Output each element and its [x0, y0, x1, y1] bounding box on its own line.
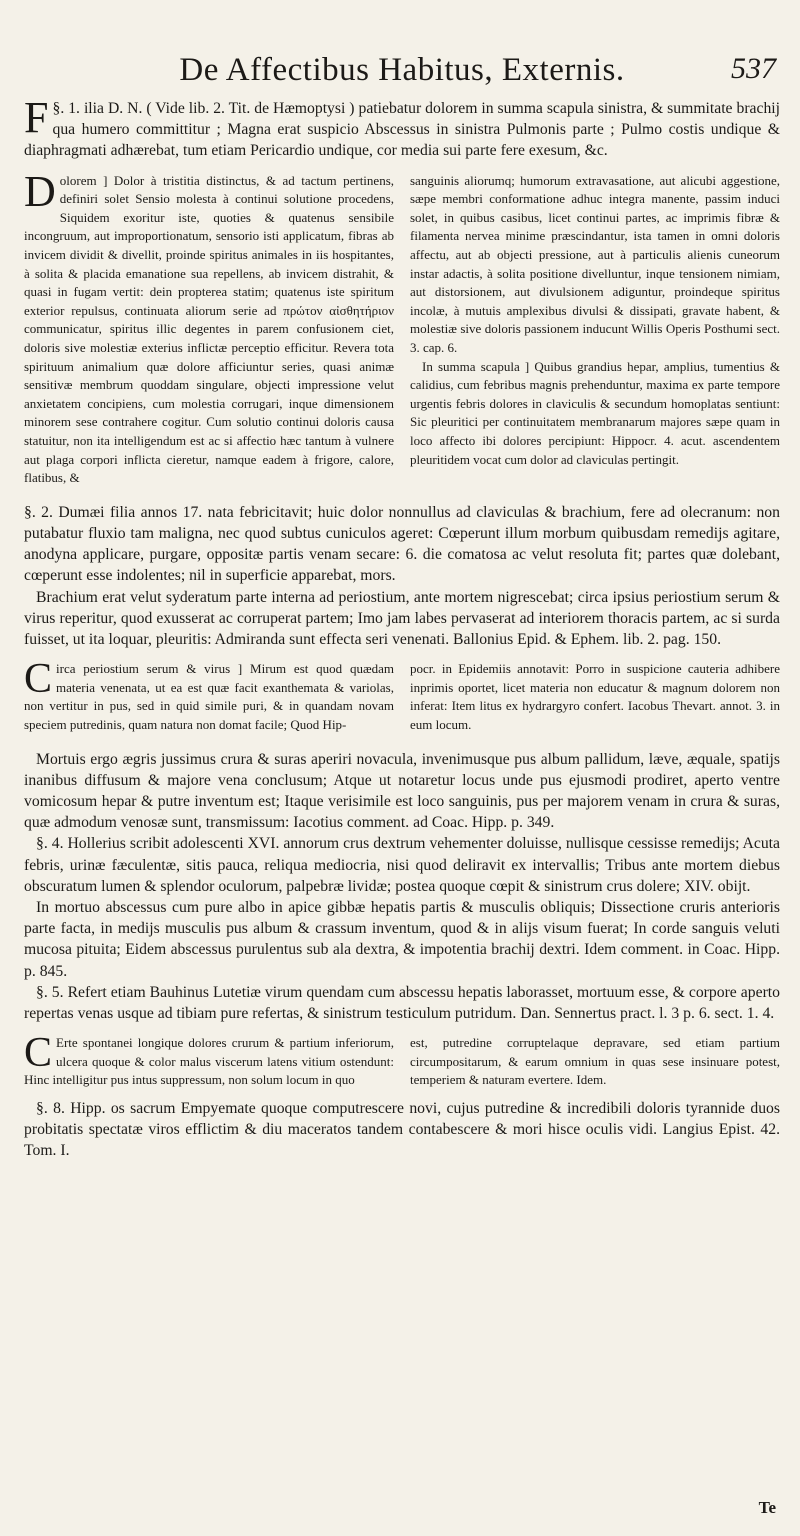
section-8 [24, 1098, 780, 1162]
section-3-paragraph-1: Mortuis ergo ægris jussimus crura & suras aperiri novacula, invenimusque pus album pallidum, læve, æquale, spatijs inanibus diffusum & majore vena conclusum; Atque ut notaretur locus unde pus ejusmodi prodiret, aperto ventre vomicosum hepar & putre inventum est; Itaque verisimile est loco sanguinis, pus per majorem venam in crura & suras, quæ admodum venosæ sunt, transmissum: Iacotius comment. ad Coac. Hipp. p. 349. [24, 750, 780, 832]
page-header [24, 0, 780, 98]
commentary-1-dropcap: D [24, 166, 56, 216]
commentary-2-left [24, 656, 394, 734]
running-title: De Affectibus Habitus, Externis. [179, 52, 625, 88]
commentary-3 [24, 1030, 780, 1090]
commentary-3-left [24, 1030, 394, 1090]
section-1-dropcap: F [24, 93, 49, 142]
commentary-2-dropcap: C [24, 656, 53, 703]
catchword: Te [758, 1498, 776, 1517]
commentary-1-left [24, 166, 394, 488]
commentary-3-left-text: Erte spontanei longique dolores crurum & partium inferiorum, ulcera quoque & color malus viscerum latens vitium ostendunt: Hinc intelligitur pus intus suppressum, non solum locum in quo [24, 1035, 394, 1088]
section-5-paragraph-1: §. 5. Refert etiam Bauhinus Lutetiæ virum quendam cum abscessu hepatis laborasset, mortuum esse, & corpore aperto repertas venas usque ad tibiam pure refertas, & sinistrum testiculum putridum. Dan. Sennertus pract. l. 3 p. 6. sect. 1. 4. [24, 983, 780, 1022]
section-4-paragraph-1: §. 4. Hollerius scribit adolescenti XVI. annorum crus dextrum vehementer doluisse, nullisque cessisse remedijs; Acuta febris, urinæ fæculentæ, sitis pauca, reliqua mediocria, nisi quod deliravit ex intervallis; Tribus ante mortem diebus obscuratum lumen & splendor oculorum, palpebræ lividæ; postea quoque cœpit & sinistrum crus dolere; XIV. obijt. [24, 835, 780, 895]
commentary-1-right-text-1: sanguinis aliorumq; humorum extravasatione, aut alicubi aggestione, sæpe membri conformatione adhuc integra manente, passim induci solet, in quibus casibus, licet continui partes, ac imprimis fibræ & filamenta nervea minime præscindantur, ista tamen in omni doloris affectu, aut ab objecti pressione, aut à particulis alienis cuneorum instar adactis, à solita positione divelluntur, inque tensionem nimiam, aut distorsionem, aut divulsionem adiguntur, proindeque spiritus incolæ, à mutuis amplexibus divulsi & dissipati, gravate habent, & molestiæ sive doloris passionem inducunt Willis Operis Posthumi sect. 3. cap. 6. [410, 172, 780, 355]
section-3 [24, 749, 780, 834]
commentary-1 [24, 166, 780, 488]
section-4-paragraph-2: In mortuo abscessus cum pure albo in apice gibbæ hepatis partis & musculis obliquis; Dissectione cruris anterioris parte facta, in medijs musculis pus album & crassum inventum, quod & in alijs visum fuerat; In corde sanguis veluti mucosa pituita; Eidem abscessus purulentus sub ala dextra, & impotentia brachij dextri. Idem comment. in Coac. Hipp. p. 845. [24, 898, 780, 980]
section-5 [24, 982, 780, 1024]
commentary-2-right [410, 660, 780, 734]
commentary-3-dropcap: C [24, 1030, 53, 1077]
section-4 [24, 833, 780, 981]
commentary-2-right-text: pocr. in Epidemiis annotavit: Porro in suspicione cauteria adhibere inprimis oportet, licet materia non educatur & magnum dolorem non inferat: Item litus ex hydrargyro confert. Iacobus Thevart. annot. 3. in eum locum. [410, 661, 780, 732]
section-1-text: ilia D. N. ( Vide lib. 2. Tit. de Hæmoptysi ) patiebatur dolorem in summa scapula sinistra, & summitate brachij qua humero committitur ; Magna erat suspicio Abscessus in sinistra Pulmonis parte ; Pulmo costis undique & diaphragmati adhærebat, tum etiam Pericardio undique, cor media sui parte fere exesum, &c. [24, 100, 781, 160]
section-1-label: §. 1. [52, 100, 80, 117]
section-1 [24, 93, 781, 162]
section-2-paragraph-2: Brachium erat velut syderatum parte interna ad periostium, ante mortem nigrescebat; circa ipsius periostium serum & virus reperitur, quod exusserat ac corruperat partem; Imo jam labes pervaserat ad interiorem thoracis partem, ac si surda fuisset, ut ita loquar, pleuritis: Admiranda sunt effecta seri venenati. Ballonius Epid. & Ephem. lib. 2. pag. 150. [24, 588, 780, 648]
page-number: 537 [731, 52, 776, 85]
commentary-1-right [410, 172, 780, 488]
section-8-paragraph-1: §. 8. Hipp. os sacrum Empyemate quoque computrescere novi, cujus putredine & incredibili doloris tyrannide duos probitatis spectatæ viros efflictim & diu maceratos tandem contabescere & mori hisce oculis vidi. Langius Epist. 42. Tom. I. [24, 1099, 780, 1160]
commentary-3-right-text: est, putredine corruptelaque depravare, sed etiam partium circumpositarum, & earum omnium in quas sese insinuare potest, temperiem & naturam evertere. Idem. [410, 1035, 780, 1088]
section-2-paragraph-1: §. 2. Dumæi filia annos 17. nata febricitavit; huic dolor nonnullus ad claviculas & brachium, fere ad olecranum: non putabatur fluxio tam maligna, nec quod subtus cuniculos ageret: Cœperunt illum morbum quibusdam remedijs agitare, anodyna applicare, purgare, oppositæ partis venam secare: 6. die comatosa ac velut resoluta fit; partes quæ dolebant, cœperunt esse indolentes; nil in superficie apparebat, mors. [24, 503, 780, 585]
commentary-1-left-text: olorem ] Dolor à tristitia distinctus, & ad tactum pertinens, definiri solet Sensio molesta à continui solutione procedens, Siquidem exoritur iste, quoties & quatenus sensibile incongruum, aut improportionatum, sensorio isti applicatum, fibras ab invicem dividit & divellit, proinde spiritus animales in iis hospitantes, à solita & placida emanatione sua repellens, ab invicem distrahit, & quasi in fugam vertit: dein propterea statim; quatenus iste spiritum exterior repulsus, continuata aliorum serie ad πρώτον αἰσθητήριον communicatur, spiritus illic degentes in parem confusionem ciet, doloris sive molestiæ exterius inflictæ perceptio efficitur. Revera tota spirituum animalium quæ dolore afficiuntur series, quasi animæ sensitivæ membrum quoddam singulare, objecti impressione velut anxietatem concipiens, cum molestia corrugari, inque dimensionem minorem sese contrahere cogitur. Cum solutio continui doloris causa statuitur, non ita intelligendum est ac si affectio hæc tantum à vulnere aut plaga corpori inflicta cieretur, namque eadem à frigore, calore, flatibus, & [24, 172, 394, 486]
commentary-1-right-text-2: In summa scapula ] Quibus grandius hepar, amplius, tumentius & calidius, cum febribus magnis prehenduntur, maxima ex parte tempore urgentis febris dolores in claviculis & secundum homoplatas sentiunt: Sic pleuritici per continuitatem membranarum majores sæpe quam in loco affecto ibi dolores percipiunt: Hippocr. 4. acut. ascendentem pleuritidem vocat cum dolor ad claviculas pertingit. [410, 358, 780, 467]
commentary-2-left-text: irca periostium serum & virus ] Mirum est quod quædam materia venenata, ut ea est quæ facit exanthemata & variolas, non vertitur in pus, sed in quid simile puri, & in quandam novam speciem putredinis, quam natura non domat facile; Quod Hip- [24, 661, 394, 732]
commentary-2 [24, 656, 780, 734]
section-2 [24, 502, 780, 650]
commentary-3-right [410, 1034, 780, 1090]
